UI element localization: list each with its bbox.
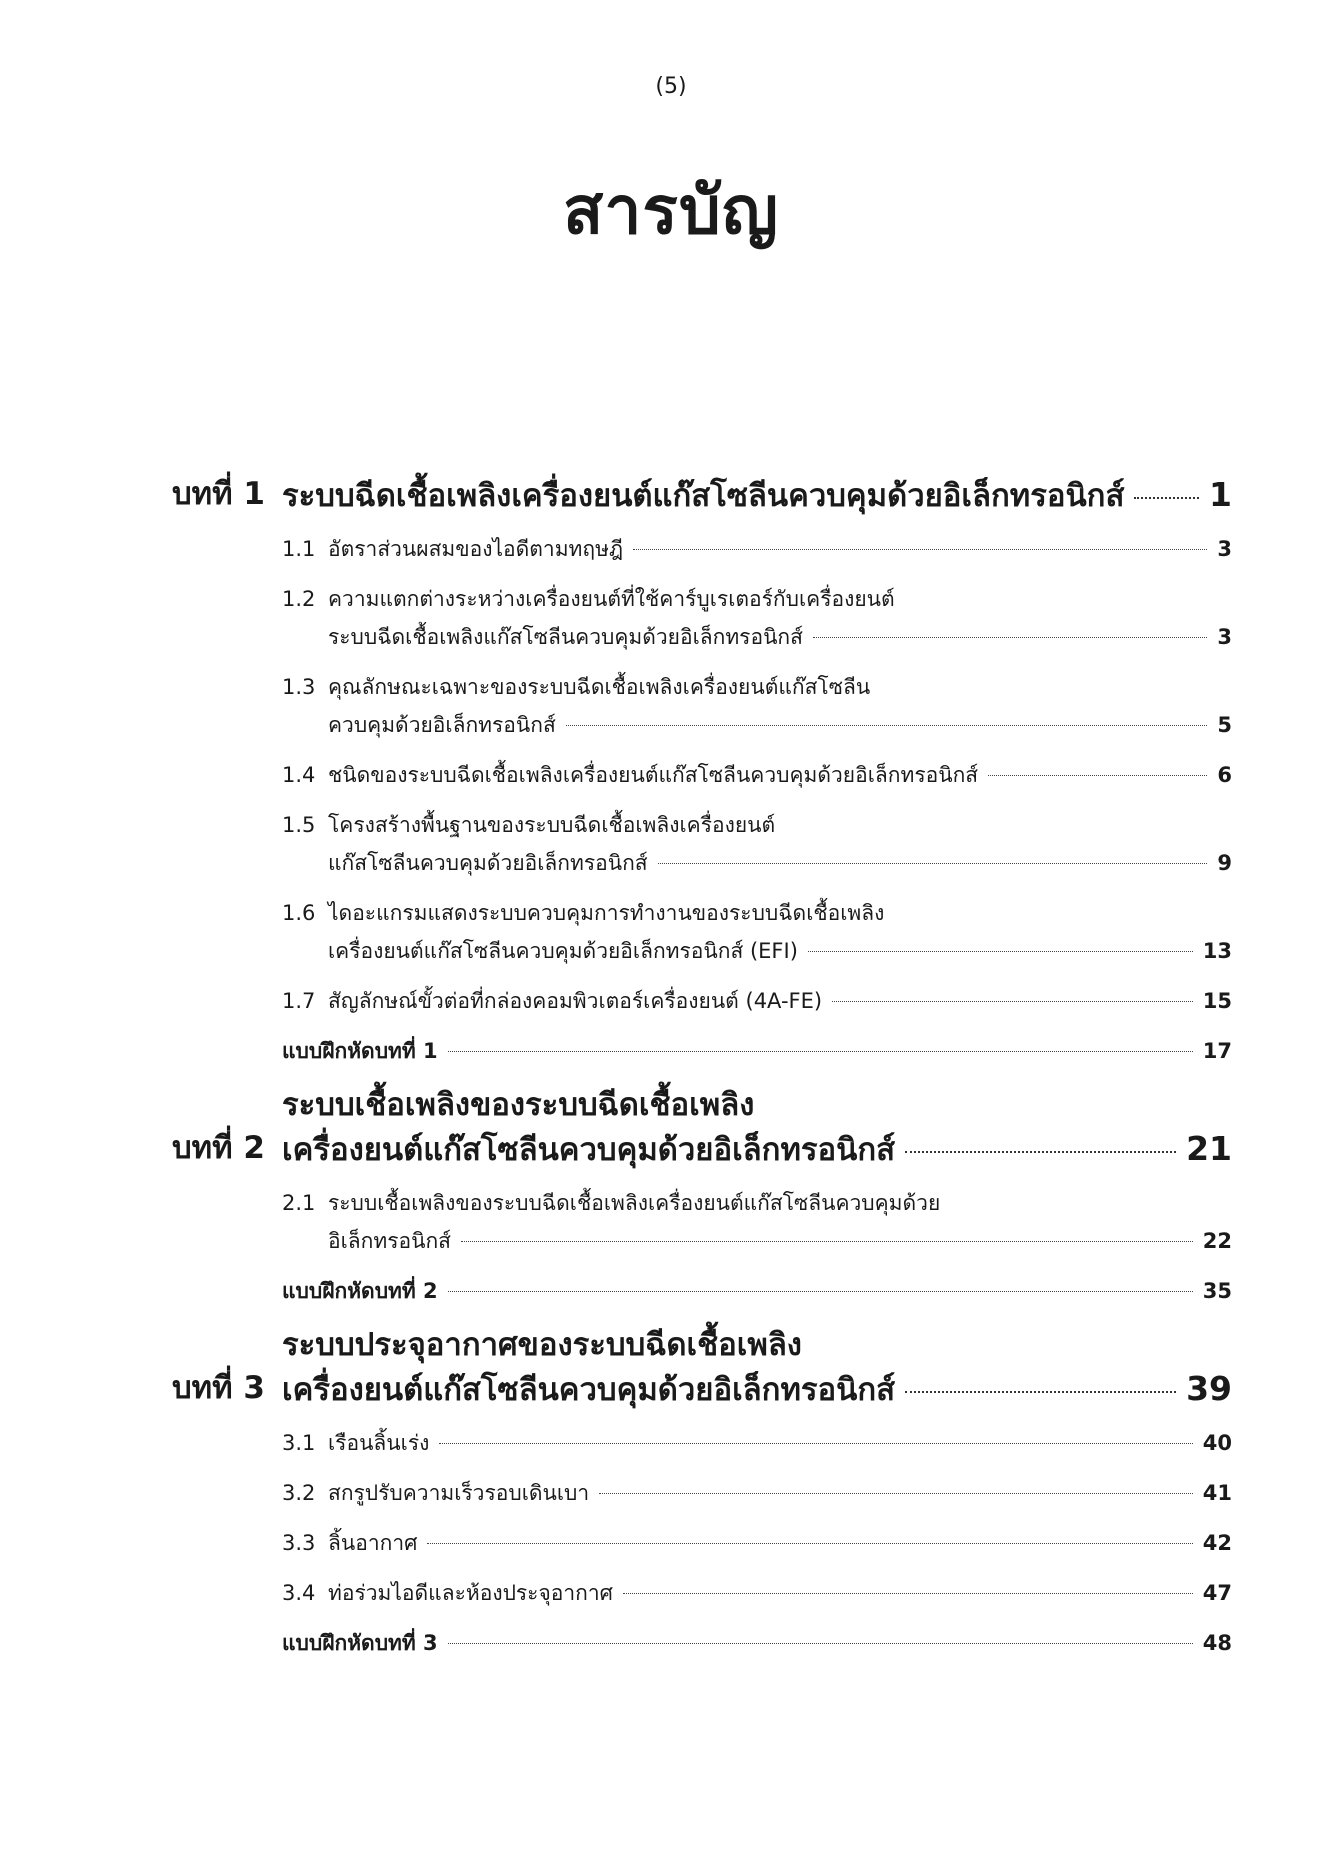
dot-leader xyxy=(832,1001,1193,1002)
section-page-number: 40 xyxy=(1202,1431,1232,1455)
chapter-title-line: ระบบประจุอากาศของระบบฉีดเชื้อเพลิง xyxy=(282,1327,802,1363)
chapter-title-last-line xyxy=(282,473,1232,518)
section-number: 3.2 xyxy=(282,1481,316,1505)
dot-leader xyxy=(448,1643,1193,1644)
dot-leader xyxy=(1134,497,1199,499)
section-title-last-line xyxy=(328,756,1232,794)
section-list xyxy=(282,1424,1232,1662)
exercise-label: แบบฝึกหัดบทที่ 1 xyxy=(282,1039,438,1063)
section-title-line: ระบบเชื้อเพลิงของระบบฉีดเชื้อเพลิงเครื่องยนต์แก๊สโซลีนควบคุมด้วย xyxy=(328,1191,941,1215)
section-title-last-line xyxy=(328,1424,1232,1462)
page-number: (5) xyxy=(655,74,687,99)
section-page-number: 5 xyxy=(1217,713,1232,737)
section-title-line: โครงสร้างพื้นฐานของระบบฉีดเชื้อเพลิงเครื่องยนต์ xyxy=(328,813,776,837)
dot-leader xyxy=(599,1493,1193,1494)
section-title-line: สกรูปรับความเร็วรอบเดินเบา xyxy=(328,1481,590,1505)
section-page-number: 6 xyxy=(1217,763,1232,787)
section-list xyxy=(282,530,1232,1070)
section-number: 3.4 xyxy=(282,1581,316,1605)
section-title-last-line xyxy=(328,932,1232,970)
dot-leader xyxy=(808,951,1193,952)
toc-entry[interactable] xyxy=(282,1474,1232,1512)
chapter-label: บทที่ 3 xyxy=(172,1370,265,1406)
table-of-contents xyxy=(172,468,1232,1676)
section-title xyxy=(328,894,1232,970)
section-title-line: สัญลักษณ์ขั้วต่อที่กล่องคอมพิวเตอร์เครื่องยนต์ (4A-FE) xyxy=(328,989,823,1013)
exercise-page-number: 17 xyxy=(1202,1039,1232,1063)
section-number: 2.1 xyxy=(282,1191,316,1215)
chapter-title-last-line xyxy=(282,1127,1232,1172)
section-number: 1.4 xyxy=(282,763,316,787)
dot-leader xyxy=(461,1241,1193,1242)
chapter-page-number: 1 xyxy=(1209,475,1232,514)
toc-entry[interactable] xyxy=(282,756,1232,794)
section-title-last-line xyxy=(328,1222,1232,1260)
chapter-label: บทที่ 1 xyxy=(172,476,265,512)
toc-entry[interactable] xyxy=(282,580,1232,656)
section-title-line: เครื่องยนต์แก๊สโซลีนควบคุมด้วยอิเล็กทรอนิกส์ (EFI) xyxy=(328,939,798,963)
section-title xyxy=(328,1524,1232,1562)
toc-entry[interactable] xyxy=(282,1184,1232,1260)
section-title-last-line xyxy=(328,1524,1232,1562)
toc-entry[interactable] xyxy=(282,668,1232,744)
dot-leader xyxy=(448,1291,1193,1292)
exercise-label: แบบฝึกหัดบทที่ 2 xyxy=(282,1279,438,1303)
section-page-number: 3 xyxy=(1217,625,1232,649)
exercise-entry[interactable] xyxy=(282,1624,1232,1662)
exercise-entry[interactable] xyxy=(282,1032,1232,1070)
section-title-line: ควบคุมด้วยอิเล็กทรอนิกส์ xyxy=(328,713,556,737)
section-title xyxy=(328,1474,1232,1512)
section-list xyxy=(282,1184,1232,1310)
section-page-number: 9 xyxy=(1217,851,1232,875)
exercise-entry[interactable] xyxy=(282,1272,1232,1310)
section-title-line: คุณลักษณะเฉพาะของระบบฉีดเชื้อเพลิงเครื่องยนต์แก๊สโซลีน xyxy=(328,675,871,699)
exercise-page-number: 35 xyxy=(1202,1279,1232,1303)
section-title-last-line xyxy=(328,618,1232,656)
section-page-number: 22 xyxy=(1202,1229,1232,1253)
toc-entry[interactable] xyxy=(282,982,1232,1020)
section-number: 3.3 xyxy=(282,1531,316,1555)
section-title-line: เรือนลิ้นเร่ง xyxy=(328,1431,430,1455)
section-title-line: ระบบฉีดเชื้อเพลิงแก๊สโซลีนควบคุมด้วยอิเล็กทรอนิกส์ xyxy=(328,625,803,649)
section-title xyxy=(328,1424,1232,1462)
dot-leader xyxy=(813,637,1207,638)
section-title-last-line xyxy=(328,982,1232,1020)
chapter-label: บทที่ 2 xyxy=(172,1130,265,1166)
section-title-last-line xyxy=(328,530,1232,568)
toc-entry[interactable] xyxy=(282,1424,1232,1462)
section-title-line: อิเล็กทรอนิกส์ xyxy=(328,1229,451,1253)
chapter-title xyxy=(282,1084,1232,1172)
dot-leader xyxy=(658,863,1208,864)
chapter-heading[interactable] xyxy=(172,468,1232,518)
section-title-line: ความแตกต่างระหว่างเครื่องยนต์ที่ใช้คาร์บูเรเตอร์กับเครื่องยนต์ xyxy=(328,587,895,611)
section-title-line: อัตราส่วนผสมของไอดีตามทฤษฎี xyxy=(328,537,624,561)
section-number: 1.1 xyxy=(282,537,316,561)
dot-leader xyxy=(905,1391,1176,1393)
section-page-number: 47 xyxy=(1202,1581,1232,1605)
section-page-number: 15 xyxy=(1202,989,1232,1013)
chapter-title-line: ระบบเชื้อเพลิงของระบบฉีดเชื้อเพลิง xyxy=(282,1087,755,1123)
chapter-section xyxy=(172,468,1232,1070)
section-title-line: ชนิดของระบบฉีดเชื้อเพลิงเครื่องยนต์แก๊สโซลีนควบคุมด้วยอิเล็กทรอนิกส์ xyxy=(328,763,979,787)
section-title xyxy=(328,806,1232,882)
section-title xyxy=(328,1184,1232,1260)
section-number: 1.6 xyxy=(282,901,316,925)
toc-entry[interactable] xyxy=(282,1524,1232,1562)
chapter-page-number: 21 xyxy=(1186,1129,1232,1168)
section-title-last-line xyxy=(328,844,1232,882)
chapter-heading[interactable] xyxy=(172,1084,1232,1172)
section-title xyxy=(328,668,1232,744)
section-title xyxy=(328,982,1232,1020)
chapter-title-last-line xyxy=(282,1367,1232,1412)
section-page-number: 13 xyxy=(1202,939,1232,963)
page-title: สารบัญ xyxy=(563,172,779,249)
dot-leader xyxy=(448,1051,1193,1052)
section-title xyxy=(328,756,1232,794)
dot-leader xyxy=(623,1593,1193,1594)
chapter-section xyxy=(172,1084,1232,1310)
section-title-last-line xyxy=(328,1574,1232,1612)
chapter-page-number: 39 xyxy=(1186,1369,1232,1408)
section-page-number: 41 xyxy=(1202,1481,1232,1505)
section-number: 1.3 xyxy=(282,675,316,699)
exercise-page-number: 48 xyxy=(1202,1631,1232,1655)
chapter-title-line: ระบบฉีดเชื้อเพลิงเครื่องยนต์แก๊สโซลีนควบคุมด้วยอิเล็กทรอนิกส์ xyxy=(282,478,1125,514)
section-number: 1.7 xyxy=(282,989,316,1013)
dot-leader xyxy=(427,1543,1192,1544)
section-title-line: แก๊สโซลีนควบคุมด้วยอิเล็กทรอนิกส์ xyxy=(328,851,648,875)
dot-leader xyxy=(439,1443,1192,1444)
chapter-title-line: เครื่องยนต์แก๊สโซลีนควบคุมด้วยอิเล็กทรอนิกส์ xyxy=(282,1372,896,1408)
dot-leader xyxy=(566,725,1208,726)
chapter-title-line: เครื่องยนต์แก๊สโซลีนควบคุมด้วยอิเล็กทรอนิกส์ xyxy=(282,1132,896,1168)
toc-entry[interactable] xyxy=(282,894,1232,970)
section-title-last-line xyxy=(328,1474,1232,1512)
section-title-line: ลิ้นอากาศ xyxy=(328,1531,418,1555)
chapter-heading[interactable] xyxy=(172,1324,1232,1412)
chapter-title xyxy=(282,473,1232,518)
chapter-section xyxy=(172,1324,1232,1662)
section-number: 1.5 xyxy=(282,813,316,837)
section-title-last-line xyxy=(328,706,1232,744)
dot-leader xyxy=(988,775,1207,776)
toc-entry[interactable] xyxy=(282,530,1232,568)
toc-entry[interactable] xyxy=(282,1574,1232,1612)
dot-leader xyxy=(633,549,1207,550)
section-number: 1.2 xyxy=(282,587,316,611)
section-page-number: 42 xyxy=(1202,1531,1232,1555)
section-number: 3.1 xyxy=(282,1431,316,1455)
section-page-number: 3 xyxy=(1217,537,1232,561)
section-title-line: ไดอะแกรมแสดงระบบควบคุมการทำงานของระบบฉีดเชื้อเพลิง xyxy=(328,901,885,925)
section-title-line: ท่อร่วมไอดีและห้องประจุอากาศ xyxy=(328,1581,614,1605)
chapter-title xyxy=(282,1324,1232,1412)
toc-entry[interactable] xyxy=(282,806,1232,882)
section-title xyxy=(328,1574,1232,1612)
section-title xyxy=(328,580,1232,656)
exercise-label: แบบฝึกหัดบทที่ 3 xyxy=(282,1631,438,1655)
dot-leader xyxy=(905,1151,1176,1153)
section-title xyxy=(328,530,1232,568)
